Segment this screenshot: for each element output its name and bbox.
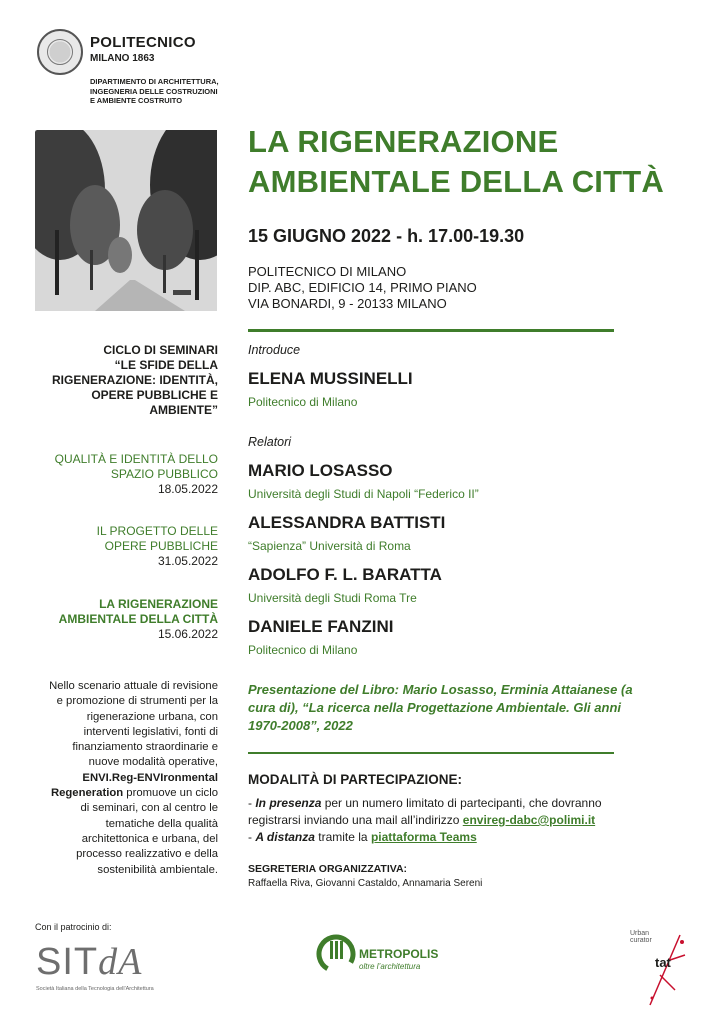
- event-venue: POLITECNICO DI MILANO DIP. ABC, EDIFICIO 14, PRIMO PIANO VIA BONARDI, 9 - 20133 MILANO: [248, 264, 477, 311]
- seminar-cycle-title: CICLO DI SEMINARI “LE SFIDE DELLA RIGENERAZIONE: IDENTITÀ, OPERE PUBBLICHE E AMBIENTE”: [51, 343, 218, 417]
- sitda-logo: SITdA: [36, 941, 143, 983]
- introducer-affiliation: Politecnico di Milano: [248, 395, 358, 409]
- introducer-name: ELENA MUSSINELLI: [248, 369, 413, 388]
- seminar-item: QUALITÀ E IDENTITÀ DELLO SPAZIO PUBBLICO 18.05.2022: [54, 452, 218, 496]
- urban-curator-logo: Urban curator: [630, 930, 652, 944]
- book-presentation: Presentazione del Libro: Mario Losasso, Erminia Attaianese (a cura di), “La ricerca nella Progettazione Ambientale. Gli anni 1970-2008”, 2022: [248, 682, 633, 733]
- divider: [248, 329, 614, 332]
- speaker-affiliation: Università degli Studi di Napoli “Federico II”: [248, 487, 479, 501]
- metropolis-subtitle: oltre l’architettura: [359, 962, 421, 971]
- speaker-name: ADOLFO F. L. BARATTA: [248, 565, 442, 584]
- university-year: MILANO 1863: [90, 53, 155, 64]
- seminar-item: IL PROGETTO DELLE OPERE PUBBLICHE 31.05.2022: [96, 524, 218, 568]
- seminar-item-current: LA RIGENERAZIONE AMBIENTALE DELLA CITTÀ 15.06.2022: [58, 597, 218, 641]
- tat-logo: tat: [655, 955, 671, 970]
- introduce-label: Introduce: [248, 343, 301, 357]
- teams-platform-link[interactable]: piattaforma Teams: [370, 830, 477, 844]
- tat-brushstroke-graphic: [640, 930, 690, 1010]
- email-link[interactable]: envireg-dabc@polimi.it: [462, 813, 596, 827]
- participation-heading: MODALITÀ DI PARTECIPAZIONE:: [248, 772, 462, 787]
- university-name: POLITECNICO: [90, 34, 196, 51]
- speaker-name: DANIELE FANZINI: [248, 617, 394, 636]
- politecnico-seal-logo: [37, 29, 83, 75]
- participation-details: - In presenza per un numero limitato di partecipanti, che dovranno registrarsi inviando una mail all’indirizzo envireg-dabc@polimi.it - A distanza tramite la piattaforma Teams: [248, 796, 602, 844]
- speaker-name: ALESSANDRA BATTISTI: [248, 513, 446, 532]
- divider: [248, 752, 614, 754]
- event-date: 15 GIUGNO 2022 - h. 17.00-19.30: [248, 226, 525, 246]
- sitda-subtitle: Società Italiana della Tecnologia dell'Architettura: [36, 986, 154, 992]
- metropolis-name: METROPOLIS: [359, 947, 439, 961]
- tree-avenue-photo: [35, 130, 217, 311]
- patronage-label: Con il patrocinio di:: [35, 922, 112, 932]
- secretariat-heading: SEGRETERIA ORGANIZZATIVA:: [248, 863, 408, 875]
- secretariat-names: Raffaella Riva, Giovanni Castaldo, Annamaria Sereni: [248, 878, 483, 889]
- speaker-affiliation: “Sapienza” Università di Roma: [248, 539, 411, 553]
- metropolis-logo-icon: [316, 934, 356, 974]
- cycle-description: Nello scenario attuale di revisione e promozione di strumenti per la rigenerazione urbana, con interventi legislativi, fonti di finanziamento straordinarie e nuove modalità operative, ENVI.Reg-ENVIronmental Regeneration promuove un ciclo di seminari, con al centro le tematiche della qualità architettonica e urbana, del processo realizzativo e della sostenibilità ambientale.: [49, 680, 218, 876]
- event-title: LA RIGENERAZIONE AMBIENTALE DELLA CITTÀ: [248, 124, 664, 199]
- department-name: DIPARTIMENTO DI ARCHITETTURA, INGEGNERIA DELLE COSTRUZIONI E AMBIENTE COSTRUITO: [90, 77, 219, 105]
- speaker-affiliation: Politecnico di Milano: [248, 643, 358, 657]
- speakers-label: Relatori: [248, 435, 292, 449]
- speaker-name: MARIO LOSASSO: [248, 461, 393, 480]
- speaker-affiliation: Università degli Studi Roma Tre: [248, 591, 417, 605]
